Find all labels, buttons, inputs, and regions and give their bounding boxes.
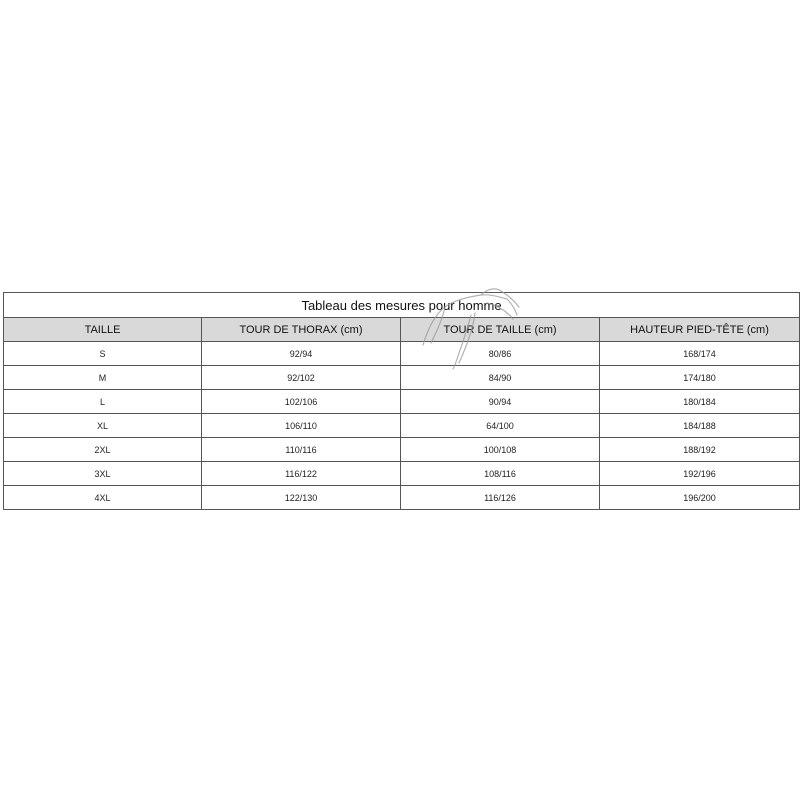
header-tour-de-thorax: TOUR DE THORAX (cm) [202,318,401,342]
cell-chest: 110/116 [202,438,401,462]
cell-waist: 84/90 [401,366,600,390]
cell-size: 4XL [4,486,202,510]
cell-chest: 122/130 [202,486,401,510]
cell-chest: 92/94 [202,342,401,366]
cell-size: 3XL [4,462,202,486]
table-row [4,414,800,438]
size-chart [3,292,799,510]
cell-waist: 90/94 [401,390,600,414]
cell-height: 168/174 [600,342,800,366]
cell-chest: 116/122 [202,462,401,486]
cell-size: M [4,366,202,390]
size-table [3,292,800,510]
cell-size: L [4,390,202,414]
cell-height: 180/184 [600,390,800,414]
table-row [4,438,800,462]
cell-height: 196/200 [600,486,800,510]
cell-height: 188/192 [600,438,800,462]
table-caption: Tableau des mesures pour homme [4,293,800,318]
cell-size: 2XL [4,438,202,462]
cell-waist: 116/126 [401,486,600,510]
cell-height: 192/196 [600,462,800,486]
cell-height: 174/180 [600,366,800,390]
cell-waist: 100/108 [401,438,600,462]
cell-chest: 102/106 [202,390,401,414]
table-row [4,342,800,366]
table-row [4,486,800,510]
header-hauteur-pied-tete: HAUTEUR PIED-TÊTE (cm) [600,318,800,342]
cell-chest: 106/110 [202,414,401,438]
header-row [4,318,800,342]
table-row [4,390,800,414]
cell-waist: 64/100 [401,414,600,438]
cell-waist: 108/116 [401,462,600,486]
table-row [4,366,800,390]
cell-size: XL [4,414,202,438]
cell-height: 184/188 [600,414,800,438]
header-tour-de-taille: TOUR DE TAILLE (cm) [401,318,600,342]
table-row [4,462,800,486]
cell-size: S [4,342,202,366]
cell-waist: 80/86 [401,342,600,366]
caption-row [4,293,800,318]
header-taille: TAILLE [4,318,202,342]
cell-chest: 92/102 [202,366,401,390]
